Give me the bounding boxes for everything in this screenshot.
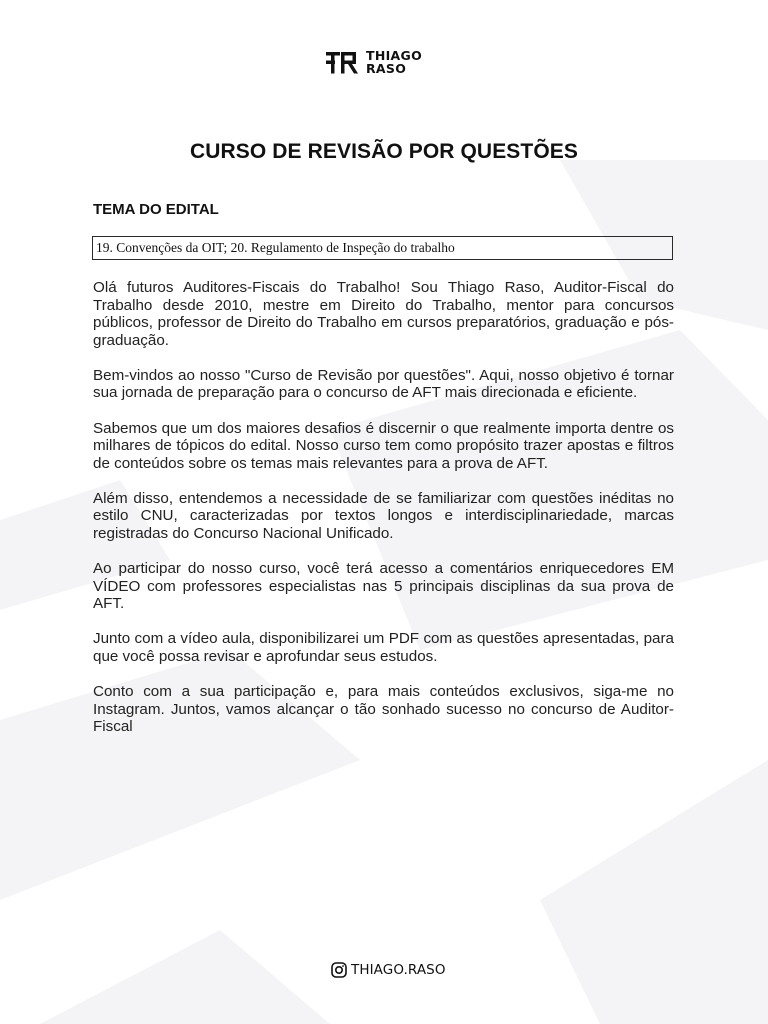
section-label-tema: TEMA DO EDITAL xyxy=(93,201,219,218)
tema-box: 19. Convenções da OIT; 20. Regulamento de Inspeção do trabalho xyxy=(92,236,673,260)
paragraph: Ao participar do nosso curso, você terá acesso a comentários enriquecedores EM VÍDEO com professores especialistas nas 5 principais disciplinas da sua prova de AFT. xyxy=(93,560,674,613)
instagram-icon xyxy=(331,962,347,978)
logo-line-1: THIAGO xyxy=(366,48,422,63)
paragraph: Além disso, entendemos a necessidade de se familiarizar com questões inéditas no estilo CNU, caracterizadas por textos longos e interdisciplinariedade, marcas registradas do Concurso Nacional Unificado. xyxy=(93,489,674,543)
paragraph: Junto com a vídeo aula, disponibilizarei um PDF com as questões apresentadas, para que você possa revisar e aprofundar seus estudos. xyxy=(93,630,674,665)
logo-mark-icon xyxy=(326,51,359,74)
document-title: CURSO DE REVISÃO POR QUESTÕES xyxy=(190,140,578,163)
logo-wordmark xyxy=(366,50,422,75)
logo-line-2: RASO xyxy=(366,60,407,76)
brand-logo xyxy=(326,50,422,75)
footer-instagram[interactable] xyxy=(331,962,446,978)
paragraph: Bem-vindos ao nosso "Curso de Revisão por questões". Aqui, nosso objetivo é tornar sua jornada de preparação para o concurso de AFT mais direcionada e eficiente. xyxy=(93,366,674,402)
body-text xyxy=(93,279,674,753)
instagram-handle[interactable]: THIAGO.RASO xyxy=(351,962,446,978)
paragraph: Olá futuros Auditores-Fiscais do Trabalho! Sou Thiago Raso, Auditor-Fiscal do Trabalho desde 2010, mestre em Direito do Trabalho, mentor para concursos públicos, professor de Direito do Trabalho em cursos preparatórios, graduação e pós-graduação. xyxy=(93,279,674,349)
paragraph: Sabemos que um dos maiores desafios é discernir o que realmente importa dentre os milhares de tópicos do edital. Nosso curso tem como propósito trazer apostas e filtros de conteúdos sobre os temas mais relevantes para a prova de AFT. xyxy=(93,419,674,472)
paragraph: Conto com a sua participação e, para mais conteúdos exclusivos, siga-me no Instagram. Juntos, vamos alcançar o tão sonhado sucesso no concurso de Auditor-Fiscal xyxy=(93,683,674,736)
